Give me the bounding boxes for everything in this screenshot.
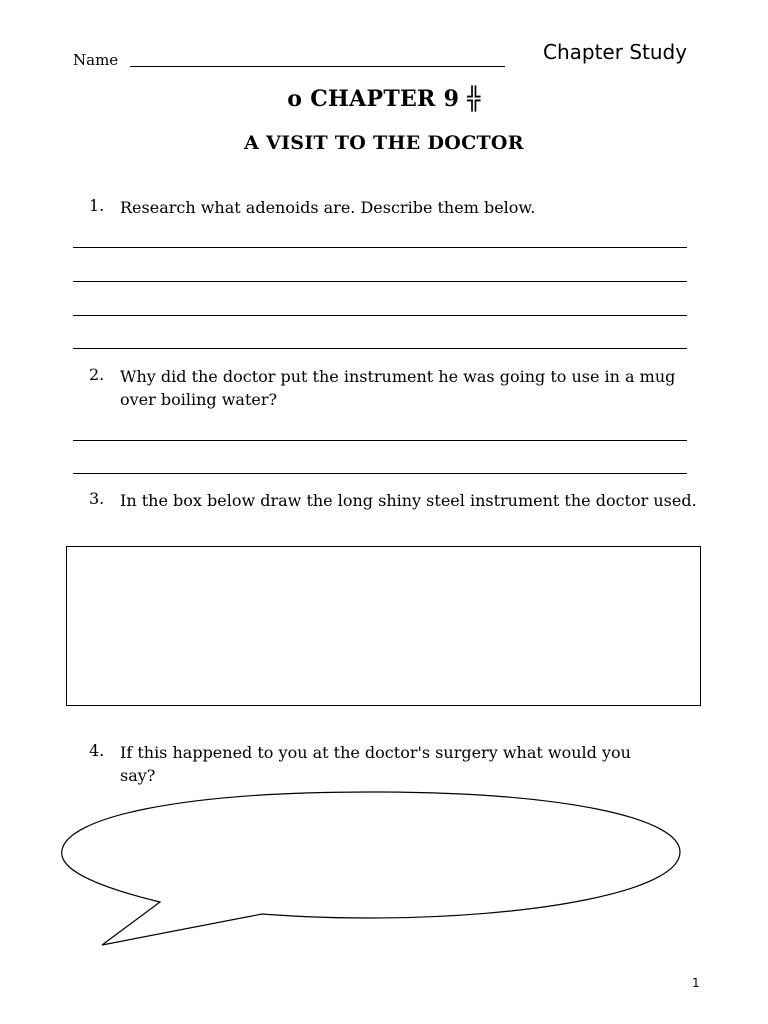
question-1-number: 1. bbox=[89, 196, 105, 215]
drawing-box[interactable] bbox=[66, 546, 701, 706]
page-number: 1 bbox=[692, 976, 700, 990]
name-label: Name bbox=[73, 51, 119, 69]
chapter-title: o CHAPTER 9 ╬ bbox=[287, 86, 481, 112]
question-4-text: If this happened to you at the doctor's surgery what would you say? bbox=[120, 743, 631, 785]
answer-line[interactable] bbox=[73, 473, 687, 474]
question-3-number: 3. bbox=[89, 489, 105, 508]
answer-line[interactable] bbox=[73, 348, 687, 349]
question-2-text: Why did the doctor put the instrument he was going to use in a mug over boiling water? bbox=[120, 367, 676, 409]
question-3-text: In the box below draw the long shiny steel instrument the doctor used. bbox=[120, 491, 697, 510]
answer-line[interactable] bbox=[73, 281, 687, 282]
question-2-number: 2. bbox=[89, 365, 105, 384]
name-field-line[interactable] bbox=[130, 66, 505, 67]
question-1-text: Research what adenoids are. Describe them below. bbox=[120, 198, 536, 217]
speech-bubble-outline bbox=[62, 792, 680, 945]
chapter-subtitle: A VISIT TO THE DOCTOR bbox=[244, 132, 524, 154]
chapter-study-label: Chapter Study bbox=[543, 40, 688, 64]
answer-line[interactable] bbox=[73, 315, 687, 316]
answer-line[interactable] bbox=[73, 440, 687, 441]
answer-line[interactable] bbox=[73, 247, 687, 248]
question-4-number: 4. bbox=[89, 741, 105, 760]
